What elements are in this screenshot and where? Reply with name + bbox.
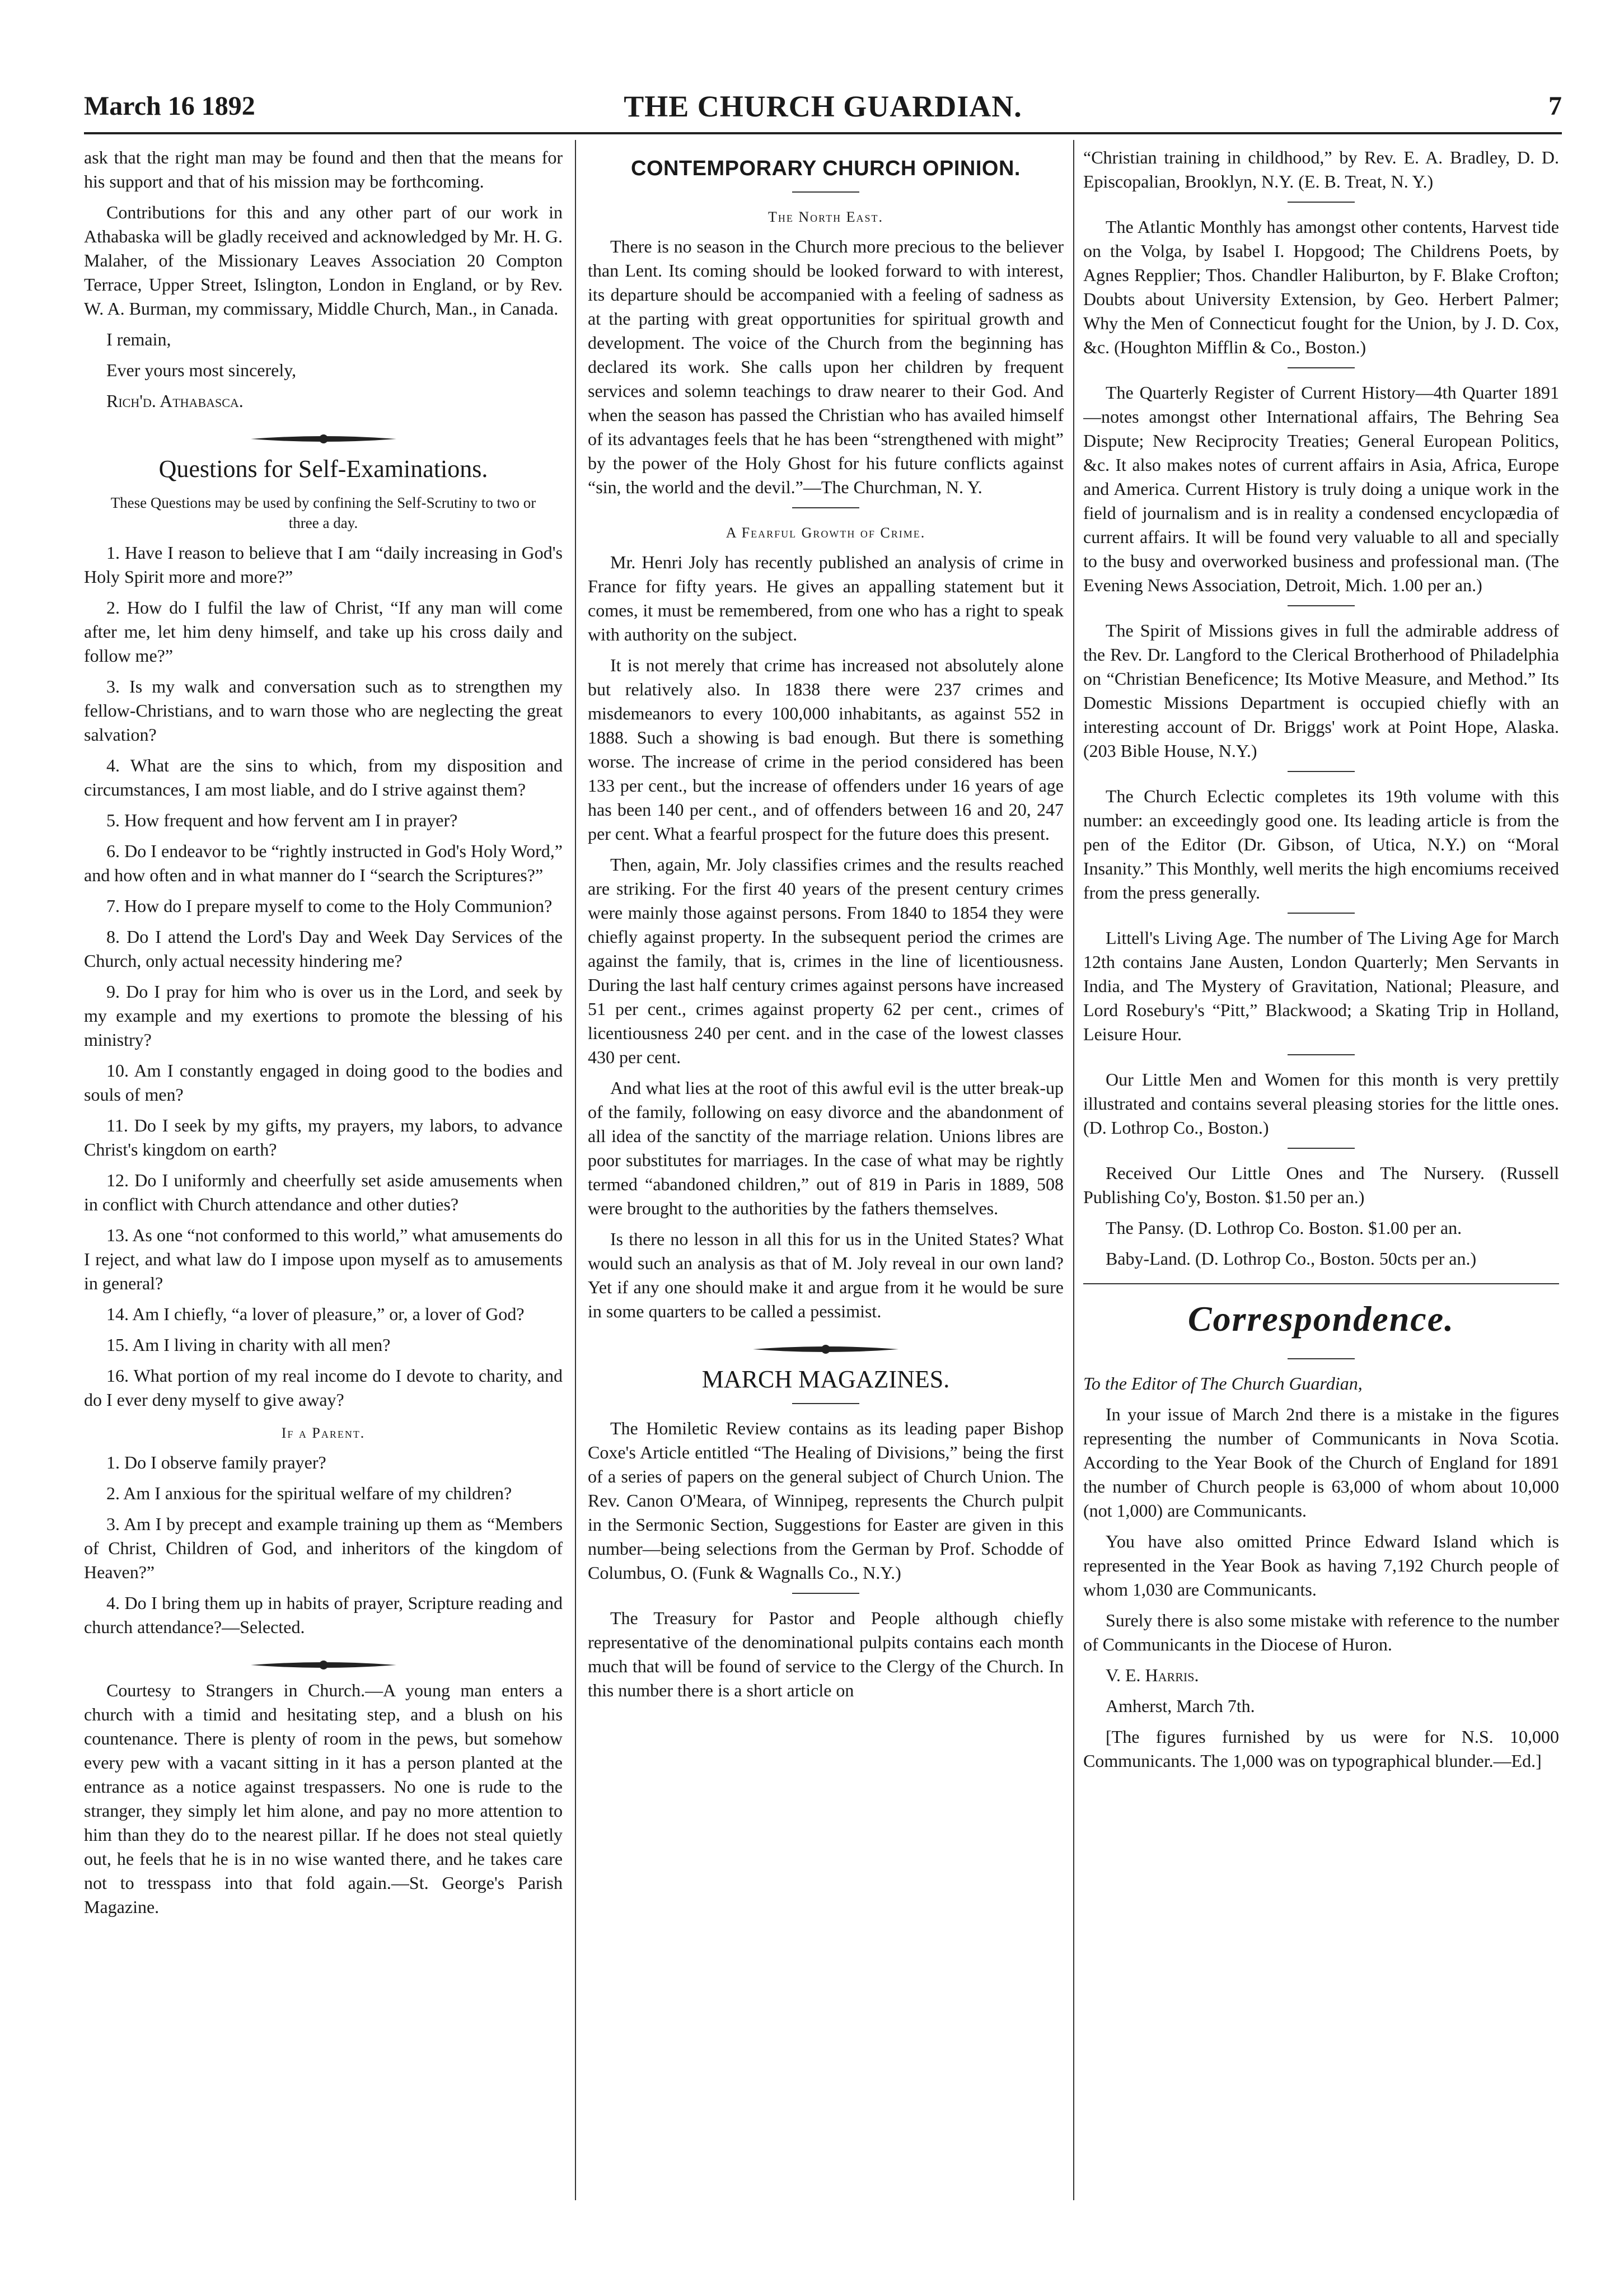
short-rule (1288, 771, 1355, 772)
list-item: 12. Do I uniformly and cheerfully set aside amusements when in conflict with Church attendance and other duties? (84, 1170, 563, 1214)
article-paragraph: Baby-Land. (D. Lothrop Co., Boston. 50cts per an.) (1106, 1248, 1477, 1269)
short-rule (792, 507, 859, 508)
subsection-heading: A Fearful Growth of Crime. (726, 525, 926, 541)
list-item: 14. Am I chiefly, “a lover of pleasure,” or, a lover of God? (106, 1304, 525, 1324)
list-item: 4. What are the sins to which, from my disposition and circumstances, I am most liable, and do I strive against them? (84, 755, 563, 799)
column-1 (84, 146, 563, 2217)
section-note: These Questions may be used by confining the Self-Scrutiny to two or three a day. (110, 494, 536, 531)
courtesy-article: Courtesy to Strangers in Church.—A young man enters a church with a timid and hesitating step, and a blush on his countenance. There is plenty of room in the pews, but somehow every pew with a vacant sitting in it has a person planted at the entrance as a notice against trespassers. No one is rude to the stranger, they simply let him alone, and pay no more attention to him than they do to the nearest pillar. If he does not steal quietly out, he feels that he is in no wise wanted there, and he takes care not to tresspass into that fold again.—St. George's Parish Magazine. (84, 1680, 563, 1917)
article-paragraph: The Treasury for Pastor and People although chiefly representative of the denominational pulpits contains each month much that will be found of service to the Clergy of the Church. In this number there is a short article on (588, 1608, 1064, 1700)
article-paragraph: Our Little Men and Women for this month is very prettily illustrated and contains several pleasing stories for the little ones. (D. Lothrop Co., Boston.) (1083, 1069, 1559, 1138)
short-rule (1288, 1054, 1355, 1055)
list-item: 8. Do I attend the Lord's Day and Week Day Services of the Church, only actual necessity hindering me? (84, 927, 563, 971)
article-paragraph: The Church Eclectic completes its 19th volume with this number: an exceedingly good one. Its leading article is from the pen of the Editor (Dr. Gibson, of Utica, N.Y.) on “Moral Insanity.” This Monthly, well merits the high encomiums received from the press generally. (1083, 786, 1559, 902)
list-item: 1. Do I observe family prayer? (106, 1452, 326, 1472)
letter-paragraph: ask that the right man may be found and then that the means for his support and that of his mission may be forthcoming. (84, 147, 563, 191)
short-rule (1288, 1358, 1355, 1359)
page-number: 7 (1548, 91, 1562, 121)
article-paragraph: And what lies at the root of this awful evil is the utter break-up of the family, following on easy divorce and the abandonment of all idea of the sanctity of the marriage relation. Unions libres are poor substitutes for marriages. In the case of what may be rightly termed “abandoned children,” out of 819 in Paris in 1889, 508 were brought to the authorities by the fathers themselves. (588, 1078, 1064, 1218)
letter-place-date: Amherst, March 7th. (1106, 1696, 1255, 1716)
ornament-divider (588, 1337, 1064, 1354)
list-item: 3. Am I by precept and example training up them as “Members of Christ, Children of God, and inheritors of the kingdom of Heaven?” (84, 1514, 563, 1582)
letter-paragraph: Contributions for this and any other part of our work in Athabaska will be gladly received and acknowledged by Mr. H. G. Malaher, of the Missionary Leaves Association 20 Compton Terrace, Upper Street, Islington, London in England, or by Rev. W. A. Burman, my commissary, Middle Church, Man., in Canada. (84, 202, 563, 319)
article-paragraph: “Christian training in childhood,” by Rev. E. A. Bradley, D. D. Episcopalian, Brooklyn, N.Y. (E. B. Treat, N. Y.) (1083, 147, 1559, 191)
list-item: 15. Am I living in charity with all men? (106, 1335, 391, 1355)
list-item: 1. Have I reason to believe that I am “daily increasing in God's Holy Spirit more and more?” (84, 542, 563, 587)
letter-salutation: To the Editor of The Church Guardian, (1083, 1373, 1363, 1393)
short-rule (792, 1403, 859, 1404)
newspaper-title: THE CHURCH GUARDIAN. (624, 90, 1022, 123)
letter-paragraph: Surely there is also some mistake with reference to the number of Communicants in the Diocese of Huron. (1083, 1610, 1559, 1654)
column-divider (575, 140, 576, 2200)
article-paragraph: The Atlantic Monthly has amongst other contents, Harvest tide on the Volga, by Isabel I. Hopgood; The Childrens Poets, by Agnes Repplier; Thos. Chandler Haliburton, by F. Blake Crofton; Doubts about University Extension, by Geo. Herbert Palmer; Why the Men of Connecticut fought for the Union, by J. D. Cox, &c. (Houghton Mifflin & Co., Boston.) (1083, 217, 1559, 357)
letter-paragraph: In your issue of March 2nd there is a mistake in the figures representing the number of Communicants in Nova Scotia. According to the Year Book of the Church of England for 1891 the number of Church people is 63,000 of whom about 10,000 (not 1,000) are Communicants. (1083, 1404, 1559, 1521)
article-paragraph: Received Our Little Ones and The Nursery. (Russell Publishing Co'y, Boston. $1.50 per an.) (1083, 1163, 1559, 1207)
short-rule (792, 1593, 859, 1594)
ornament-divider (84, 1653, 563, 1669)
article-paragraph: Mr. Henri Joly has recently published an analysis of crime in France for fifty years. He gives an appalling statement but it comes, it must be remembered, from one who has a right to speak with authority on the subject. (588, 552, 1064, 644)
letter-closing: I remain, (106, 329, 171, 349)
list-item: 6. Do I endeavor to be “rightly instructed in God's Holy Word,” and how often and in what manner do I “search the Scriptures?” (84, 841, 563, 885)
short-rule (1288, 1148, 1355, 1149)
correspondence-heading: Correspondence. (1187, 1299, 1455, 1339)
short-rule (1288, 367, 1355, 368)
subsection-heading: The North East. (768, 209, 883, 225)
masthead (84, 84, 1562, 129)
list-item: 5. How frequent and how fervent am I in prayer? (106, 810, 458, 830)
list-item: 3. Is my walk and conversation such as to strengthen my fellow-Christians, and to warn those who are neglecting the great salvation? (84, 676, 563, 745)
ornament-divider (84, 427, 563, 443)
list-item: 4. Do I bring them up in habits of prayer, Scripture reading and church attendance?—Selected. (84, 1593, 563, 1637)
article-paragraph: The Pansy. (D. Lothrop Co. Boston. $1.00 per an. (1106, 1218, 1462, 1238)
section-heading: CONTEMPORARY CHURCH OPINION. (631, 157, 1021, 180)
short-rule (1288, 913, 1355, 914)
article-paragraph: The Quarterly Register of Current History—4th Quarter 1891—notes amongst other International affairs, The Behring Sea Dispute; New Reciprocity Treaties; General European Politics, &c. It also makes notes of current affairs in Asia, Africa, Europe and America. Current History is truly doing a unique work in the field of journalism and is in reality a condensed encyclopædia of current affairs. It will be found very valuable to all and specially to the busy and overworked business and professional man. (The Evening News Association, Detroit, Mich. 1.00 per an.) (1083, 382, 1559, 595)
letter-signature: V. E. Harris. (1106, 1665, 1199, 1685)
list-item: 9. Do I pray for him who is over us in the Lord, and seek by my example and my exertions to promote the blessing of his ministry? (84, 981, 563, 1050)
short-rule (1288, 202, 1355, 203)
section-heading: Questions for Self-Examinations. (158, 455, 488, 483)
subsection-heading: If a Parent. (281, 1425, 366, 1441)
section-rule (1083, 1283, 1559, 1284)
column-2 (588, 146, 1064, 2217)
editor-note: [The figures furnished by us were for N.S. 10,000 Communicants. The 1,000 was on typographical blunder.—Ed.] (1083, 1727, 1559, 1771)
masthead-rule (84, 132, 1562, 134)
list-item: 7. How do I prepare myself to come to the Holy Communion? (106, 896, 553, 916)
questions-list (84, 541, 563, 1412)
article-paragraph: There is no season in the Church more precious to the believer than Lent. Its coming should be looked forward to with interest, its departure should be accompanied with a feeling of sadness as at the parting with great opportunities for spiritual growth and development. The voice of the Church from the beginning has declared its work. She calls upon her children by frequent services and solemn teachings to draw nearer to their God. And when the season has passed the Christian who has availed himself of its advantages feels that he has been “strengthened with might” by the power of the Holy Ghost for his future conflicts against “sin, the world and the devil.”—The Churchman, N. Y. (588, 236, 1064, 497)
parent-questions-list (84, 1451, 563, 1639)
list-item: 2. How do I fulfil the law of Christ, “If any man will come after me, let him deny himself, and take up his cross daily and follow me?” (84, 597, 563, 666)
article-paragraph: Littell's Living Age. The number of The Living Age for March 12th contains Jane Austen, London Quarterly; Men Servants in India, and The Mystery of Gravitation, National; Pleasure, and Lord Rosebury's “Pitt,” Blackwood; a Skating Trip in Holland, Leisure Hour. (1083, 928, 1559, 1044)
article-paragraph: It is not merely that crime has increased not absolutely alone but relatively also. In 1838 there were 237 crimes and misdemeanors to every 100,000 inhabitants, as against 552 in 1888. Such a showing is bad enough. But there is something worse. The increase of crime in the period considered has been 133 per cent., but the increase of offenders under 16 years of age has been 140 per cent., and of offenders between 16 and 20, 247 per cent. What a fearful prospect for the future does this present. (588, 655, 1064, 844)
article-paragraph: Then, again, Mr. Joly classifies crimes and the results reached are striking. For the first 40 years of the present century crimes were mainly those against persons. From 1840 to 1854 they were chiefly against property. In the subsequent period the crimes are against the family, that is, crimes in the line of licentiousness. During the last half century crimes against persons have increased 51 per cent., crimes against property 62 per cent., crimes of licentiousness 240 per cent. and in the case of the lowest classes 430 per cent. (588, 854, 1064, 1067)
column-3 (1083, 146, 1559, 2217)
letter-paragraph: You have also omitted Prince Edward Island which is represented in the Year Book as having 7,192 Church people of whom 1,030 are Communicants. (1083, 1531, 1559, 1600)
section-heading: MARCH MAGAZINES. (701, 1365, 950, 1393)
list-item: 11. Do I seek by my gifts, my prayers, my labors, to advance Christ's kingdom on earth? (84, 1115, 563, 1159)
article-paragraph: Is there no lesson in all this for us in the United States? What would such an analysis as that of M. Joly reveal in our own land? Yet if any one should make it and argue from it he would be sure in some quarters to be called a pessimist. (588, 1229, 1064, 1321)
article-paragraph: The Homiletic Review contains as its leading paper Bishop Coxe's Article entitled “The Healing of Divisions,” being the first of a series of papers on the general subject of Church Union. The Rev. Canon O'Meara, of Winnipeg, represents the Church pulpit in the Sermonic Section, Suggestions for Easter are given in this number—being selections from the German by Prof. Schodde of Columbus, O. (Funk & Wagnalls Co., N.Y.) (588, 1418, 1064, 1583)
letter-closing: Ever yours most sincerely, (106, 360, 297, 380)
column-divider (1073, 140, 1074, 2200)
list-item: 2. Am I anxious for the spiritual welfare of my children? (106, 1483, 512, 1503)
list-item: 16. What portion of my real income do I devote to charity, and do I ever deny myself to give away? (84, 1365, 563, 1410)
short-rule (792, 191, 859, 193)
issue-date: March 16 1892 (84, 91, 255, 121)
article-paragraph: The Spirit of Missions gives in full the admirable address of the Rev. Dr. Langford to the Clerical Brotherhood of Philadelphia on “Christian Beneficence; Its Motive Measure, and Method.” Its Domestic Missions Department is occupied chiefly with an interesting account of Dr. Briggs' work at Point Hope, Alaska. (203 Bible House, N.Y.) (1083, 620, 1559, 761)
short-rule (1288, 605, 1355, 606)
list-item: 13. As one “not conformed to this world,” what amusements do I reject, and what law do I impose upon myself as to amusements in general? (84, 1225, 563, 1293)
letter-signature: Rich'd. Athabasca. (106, 391, 244, 411)
list-item: 10. Am I constantly engaged in doing good to the bodies and souls of men? (84, 1060, 563, 1105)
